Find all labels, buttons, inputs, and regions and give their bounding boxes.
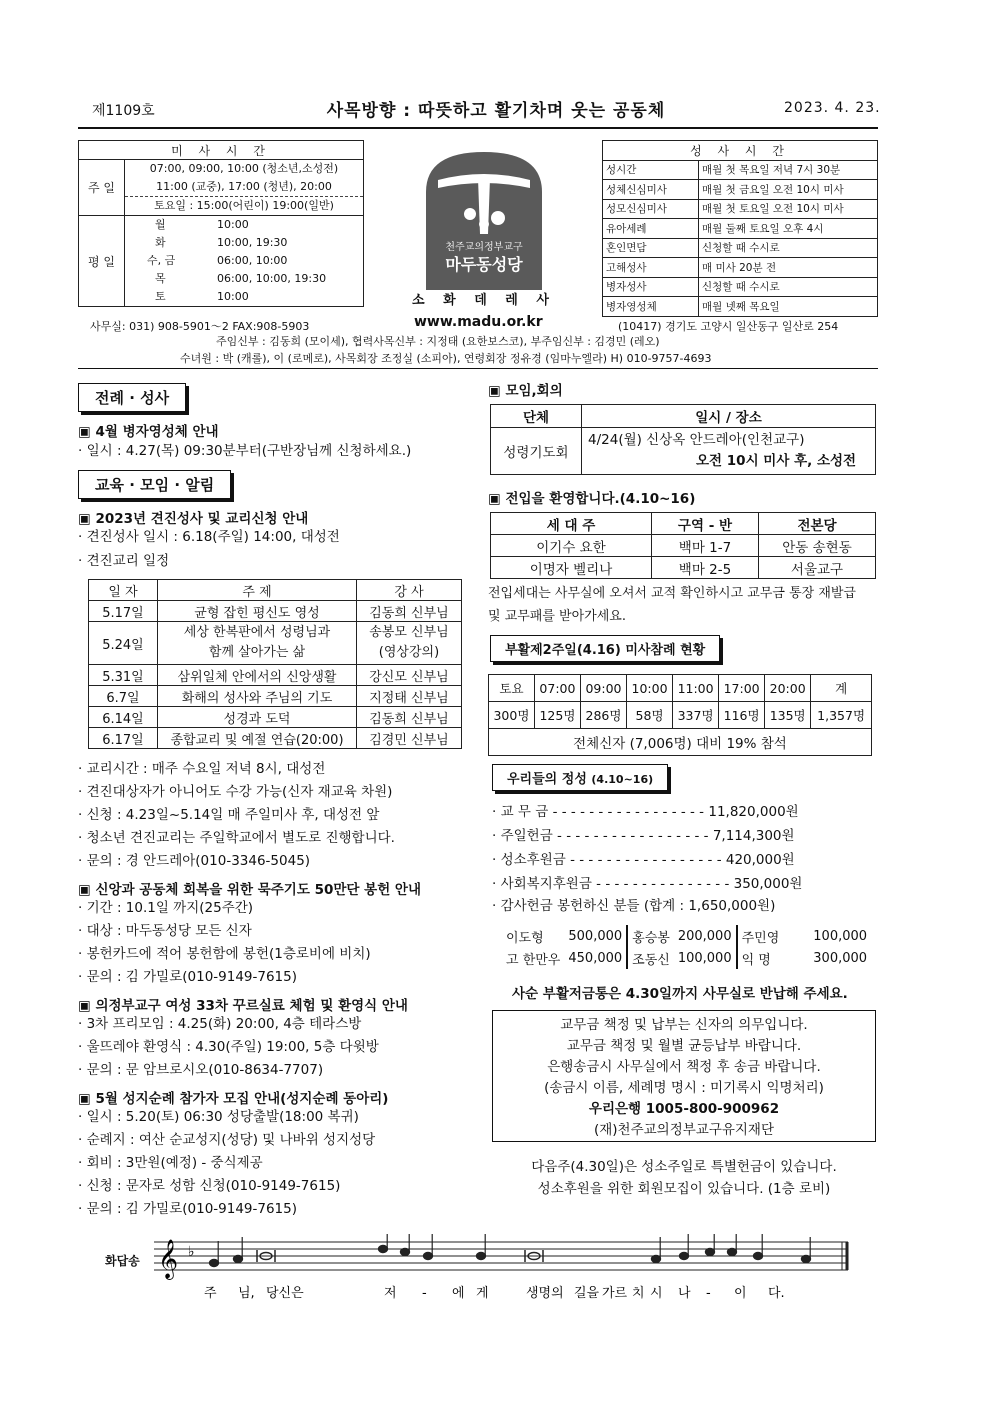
att-header: 10:00 [627,675,673,702]
cursillo-info: · 울뜨레야 환영식 : 4.30(주일) 19:00, 5층 다윗방 [78,1039,379,1055]
heading-sick-communion: ▣ 4월 병자영성체 안내 [78,420,219,440]
rosary-info: · 대상 : 마두동성당 모든 신자 [78,923,252,939]
heading-cursillo: ▣ 의정부교구 여성 33차 꾸르실료 체험 및 환영식 안내 [78,994,408,1014]
donor-amount: 100,000 [813,928,868,944]
confirmation-info: · 견진대상자가 아니어도 수강 가능(신자 재교육 차원) [78,784,393,800]
col-header: 주 제 [158,580,357,601]
course-lecturer: 지정태 신부님 [357,686,462,707]
welcome-note: 및 교무패를 받아가세요. [488,609,626,624]
donor-name: 이도형 [506,930,544,946]
att-value: 337명 [673,702,719,729]
offering-name: · 교 무 금 - [492,804,558,820]
donor-table [502,925,871,969]
sacrament-name: 유아세례 [603,219,699,239]
course-topic: 균형 잡힌 평신도 영성 [158,601,357,622]
att-value: 116명 [719,702,765,729]
course-lecturer: 김경민 신부님 [357,728,462,749]
issue-number: 제1109호 [92,103,155,119]
attendance-table [488,674,872,756]
sick-communion-date: · 일시 : 4.27(목) 09:30분부터(구반장님께 신청하세요.) [78,443,412,459]
note [728,1234,737,1256]
att-value: 125명 [534,702,580,729]
treble-clef-icon: 𝄞 [158,1239,179,1279]
header-bottom-rule [78,368,878,369]
meeting-place: 오전 10시 미사 후, 소성전 [696,453,857,469]
office-phone: 사무실: 031) 908-5901～2 FAX:908-5903 [90,320,310,333]
member-name: 이기수 요한 [491,535,652,557]
note [401,1234,410,1256]
col-header: 세 대 주 [491,513,652,535]
section-education: 교육 · 모임 · 알림 [78,470,231,499]
lyric-syllable: 에 [452,1286,465,1301]
pilgrimage-info: · 순례지 : 여산 순교성지(성당) 및 나바위 성지성당 [78,1132,376,1148]
sacrament-table-title: 성 사 시 간 [603,141,878,161]
pilgrimage-info: · 회비 : 3만원(예정) - 중식제공 [78,1155,263,1171]
offering-name: · 주일헌금 [492,828,553,844]
col-header: 전본당 [759,513,876,535]
pilgrimage-info: · 일시 : 5.20(토) 06:30 성당출발(18:00 복귀) [78,1109,359,1125]
sacrament-time: 매월 첫 토요일 오전 10시 미사 [699,199,878,219]
rosary-info: · 봉헌카드에 적어 봉헌함에 봉헌(1층로비에 비치) [78,946,371,962]
weekday-times [125,216,364,307]
weekday-row [125,252,363,270]
logo-diocese: 천주교의정부교구 [445,242,523,253]
member-name: 이명자 벨리나 [491,557,652,579]
confirmation-info: · 교리시간 : 매주 수요일 저녁 8시, 대성전 [78,761,326,777]
sacrament-time: 신청할 때 수시로 [699,238,878,258]
next-week-notice [492,1156,876,1200]
note [680,1234,689,1260]
sunday-line: 07:00, 09:00, 10:00 (청소년,소성전) [149,162,339,175]
offering-row [492,824,795,844]
heading-offerings [492,764,668,791]
sacrament-name: 혼인면담 [603,238,699,258]
offering-dashes: - - - - - - - - - - - - - - - - - [552,828,713,844]
sacrament-time: 매월 넷째 목요일 [699,297,878,317]
sacrament-name: 성모신심미사 [603,199,699,219]
donor-name: 익 명 [741,952,771,968]
notice-line: (송금시 이름, 세례명 명시 : 미기록시 익명처리) [544,1080,824,1096]
donor-name: 조동신 [632,952,670,968]
sacrament-time-table [602,140,878,317]
col-header: 강 사 [357,580,462,601]
att-header: 09:00 [580,675,626,702]
rosary-info: · 문의 : 김 가밀로(010-9149-7615) [78,969,298,985]
sunday-line: 11:00 (교중), 17:00 (청년), 20:00 [156,180,332,193]
lyric-syllable: 저 [384,1286,397,1301]
donor-amount: 100,000 [674,947,737,969]
priests-line: 주임신부 : 김동희 (모이세), 협력사목신부 : 지정태 (요한보스코), 부주임신부 : 김경민 (레오) [216,335,660,348]
notes [210,1234,811,1267]
att-header: 20:00 [765,675,811,702]
sacrament-name: 병자영성체 [603,297,699,317]
offerings-title: 우리들의 정성 [507,772,587,787]
col-header: 구역 - 반 [652,513,759,535]
lyric-syllable: 가르 [602,1286,628,1301]
note [652,1237,661,1263]
weekday-time: 10:00, 19:30 [217,236,288,249]
offering-row [492,872,802,892]
att-header: 토요 [489,675,535,702]
notice-line: 은행송금시 사무실에서 책정 후 송금 바랍니다. [547,1059,821,1075]
course-date: 5.17일 [89,601,158,622]
meeting-group: 성령기도회 [491,428,582,475]
welcome-note: 전입세대는 사무실에 오셔서 교적 확인하시고 교무금 통장 재발급 [488,586,856,601]
course-topic: 성경과 도덕 [158,707,357,728]
thanks-offering-total: · 감사헌금 봉헌하신 분들 (합계 : 1,650,000원) [492,898,776,914]
note [754,1234,763,1260]
donor-amount: 450,000 [564,947,627,969]
new-members-table [490,512,876,579]
offering-dashes: - - - - - - - - - - - - - - - - [557,804,709,820]
notice-line: 교무금 책정 및 월별 균등납부 바랍니다. [566,1038,802,1054]
course-date: 5.31일 [89,665,158,686]
course-date: 6.7일 [89,686,158,707]
weekday-day: 목 [155,272,166,285]
cursillo-info: · 문의 : 문 암브로시오(010-8634-7707) [78,1062,324,1078]
offering-row [492,848,795,868]
member-prev: 안동 송현동 [759,535,876,557]
member-zone: 백마 2-5 [652,557,759,579]
offering-dashes: - - - - - - - - - - - - - - - [591,876,734,892]
att-value: 286명 [580,702,626,729]
sacrament-time: 매 미사 20분 전 [699,258,878,278]
lyric-syllable: 님, [238,1286,255,1301]
weekday-row [125,288,363,306]
confirmation-schedule-label: · 견진교리 일정 [78,553,170,569]
donor-amount: 300,000 [813,950,868,966]
donor-name: 홍승봉 [632,930,670,946]
course-topic: 세상 한복판에서 성령님과 함께 살아가는 삶 [158,622,357,665]
att-header: 계 [811,675,872,702]
member-zone: 백마 1-7 [652,535,759,557]
donor-amount: 500,000 [564,925,627,947]
att-header: 07:00 [534,675,580,702]
flat-icon: ♭ [188,1244,195,1260]
saturday-line: 토요일 : 15:00(어린이) 19:00(일반) [125,196,363,215]
note [802,1237,811,1263]
sacrament-time: 신청할 때 수시로 [699,277,878,297]
attendance-summary: 전체신자 (7,006명) 대비 19% 참석 [489,729,872,756]
col-header: 일시 / 장소 [582,405,876,428]
sacrament-name: 성체신심미사 [603,180,699,200]
heading-meetings: ▣ 모임,회의 [488,379,563,399]
weekday-label: 평 일 [79,216,125,307]
weekday-time: 06:00, 10:00 [217,254,288,267]
sacrament-time: 매월 첫 금요일 오전 10시 미사 [699,180,878,200]
pilgrimage-info: · 신청 : 문자로 성함 신청(010-9149-7615) [78,1178,341,1194]
staff-lines [154,1242,848,1270]
donor-name: 고 한만우 [506,952,561,968]
easter-savings-notice: 사순 부활저금통은 4.30일까지 사무실로 반납해 주세요. [512,986,848,1002]
course-lecturer: 김동희 신부님 [357,707,462,728]
staff-line: 수녀원 : 박 (캐롤), 이 (로메로), 사목회장 조정실 (소피아), 연령회장 정유경 (임마누엘라) H) 010-9757-4693 [180,352,712,365]
confirmation-course-table [88,579,462,749]
course-date: 5.24일 [89,622,158,665]
lyric-syllable: 주 [204,1286,217,1301]
sacrament-name: 성시간 [603,160,699,180]
heading-welcome: ▣ 전입을 환영합니다.(4.10~16) [488,487,695,507]
weekday-day: 수, 금 [147,254,176,267]
rosary-info: · 기간 : 10.1일 까지(25주간) [78,900,254,916]
lyric-syllable: 치 [632,1286,645,1301]
parish-address: (10417) 경기도 고양시 일산동구 일산로 254 [618,320,839,333]
weekday-row [125,234,363,252]
heading-confirmation: ▣ 2023년 견진성사 및 교리신청 안내 [78,507,308,527]
weekday-day: 토 [155,290,166,303]
sunday-times [125,160,364,216]
meeting-date: 4/24(월) 신상옥 안드레아(인천교구) [588,432,805,448]
sacrament-time: 매월 둘째 토요일 오후 4시 [699,219,878,239]
offering-name: · 성소후원금 [492,852,566,868]
music-staff [96,1234,856,1304]
col-header: 단체 [491,405,582,428]
offering-amount: 420,000원 [725,852,795,868]
att-value: 1,357명 [811,702,872,729]
next-week-line: 다음주(4.30일)은 성소주일로 특별헌금이 있습니다. [531,1159,837,1175]
lyric-syllable: - [706,1286,711,1301]
psalm-label: 화답송 [105,1254,140,1268]
next-week-line: 성소후원을 위한 회원모집이 있습니다. (1층 로비) [537,1181,831,1197]
tithe-notice-box [492,1010,876,1142]
confirmation-info: · 청소년 견진교리는 주일학교에서 별도로 진행합니다. [78,830,395,846]
weekday-time: 10:00 [217,218,249,231]
sunday-label: 주 일 [79,160,125,216]
member-prev: 서울교구 [759,557,876,579]
mass-time-table [78,140,364,307]
notice-line: 교무금 책정 및 납부는 신자의 의무입니다. [560,1017,808,1033]
heading-attendance: 부활제2주일(4.16) 미사참례 현황 [490,635,720,662]
course-date: 6.14일 [89,707,158,728]
pastoral-motto: 사목방향 : 따뜻하고 활기차며 웃는 공동체 [326,101,666,121]
att-header: 11:00 [673,675,719,702]
course-topic: 삼위일체 안에서의 신앙생활 [158,665,357,686]
course-date: 6.17일 [89,728,158,749]
note [424,1234,433,1260]
cursillo-info: · 3차 프리모임 : 4.25(화) 20:00, 4층 테라스방 [78,1016,362,1032]
offering-amount: 7,114,300원 [712,828,795,844]
offerings-period: (4.10~16) [591,773,654,786]
website-link[interactable]: www.madu.or.kr [414,314,543,330]
heading-pilgrimage: ▣ 5월 성지순례 참가자 모집 안내(성지순례 동아리) [78,1087,388,1107]
note [379,1234,388,1253]
donor-name: 주민영 [741,930,780,946]
lyric-syllable: 나 [678,1286,691,1301]
note [234,1237,243,1263]
course-lecturer: 강신모 신부님 [357,665,462,686]
offering-row [492,800,799,820]
course-topic: 종합교리 및 예절 연습(20:00) [158,728,357,749]
weekday-time: 06:00, 10:00, 19:30 [217,272,327,285]
parish-logo [426,152,542,290]
course-topic: 화해의 성사와 주님의 기도 [158,686,357,707]
offering-dashes: - - - - - - - - - - - - - - - - - [565,852,726,868]
note [477,1234,486,1260]
course-lecturer: 김동희 신부님 [357,601,462,622]
offering-amount: 11,820,000원 [708,804,799,820]
lyric-syllable: 이 [734,1286,747,1301]
col-header: 일 자 [89,580,158,601]
note [210,1241,219,1267]
logo-parish: 마두동성당 [445,255,523,274]
heading-rosary: ▣ 신앙과 공동체 회복을 위한 묵주기도 50만단 봉헌 안내 [78,878,421,898]
lyric-syllable: 길을 [574,1286,600,1301]
lyric-syllable: 당신은 [266,1286,304,1301]
confirmation-info: · 문의 : 경 안드레아(010-3346-5045) [78,853,311,869]
lyric-syllable: 게 [476,1286,489,1301]
sacrament-name: 병자성사 [603,277,699,297]
donor-amount: 200,000 [674,925,737,947]
offering-name: · 사회복지후원금 [492,876,592,892]
weekday-day: 월 [155,218,166,231]
lyric-syllable: 생명의 [526,1286,564,1301]
mass-table-title: 미 사 시 간 [79,141,364,160]
att-value: 300명 [489,702,535,729]
lyric-syllable: - [422,1286,427,1301]
weekday-row [125,270,363,288]
psalm-lyrics [204,1285,785,1301]
issue-date: 2023. 4. 23. [784,100,881,116]
lyric-syllable: 다. [768,1286,785,1301]
confirmation-date: · 견진성사 일시 : 6.18(주일) 14:00, 대성전 [78,529,340,545]
meetings-table [490,404,876,475]
att-header: 17:00 [719,675,765,702]
patron-saint: 소 화 데 레 사 [412,293,556,308]
weekday-row [125,216,363,234]
course-lecturer: 송봉모 신부님 (영상강의) [357,622,462,665]
sacrament-name: 고해성사 [603,258,699,278]
foundation-name: (재)천주교의정부교구유지재단 [593,1122,775,1138]
pilgrimage-info: · 문의 : 김 가밀로(010-9149-7615) [78,1201,298,1217]
weekday-day: 화 [155,236,166,249]
att-value: 135명 [765,702,811,729]
meeting-detail [582,428,876,475]
offering-amount: 350,000원 [733,876,803,892]
lyric-syllable: 시 [650,1286,663,1301]
confirmation-info: · 신청 : 4.23일~5.14일 매 주일미사 후, 대성전 앞 [78,807,380,823]
bank-account: 우리은행 1005-800-900962 [588,1101,780,1117]
att-value: 58명 [627,702,673,729]
weekday-time: 10:00 [217,290,249,303]
section-liturgy: 전례 · 성사 [78,383,186,412]
note [706,1234,715,1256]
sacrament-time: 매월 첫 목요일 저녁 7시 30분 [699,160,878,180]
header-rule [78,127,878,129]
